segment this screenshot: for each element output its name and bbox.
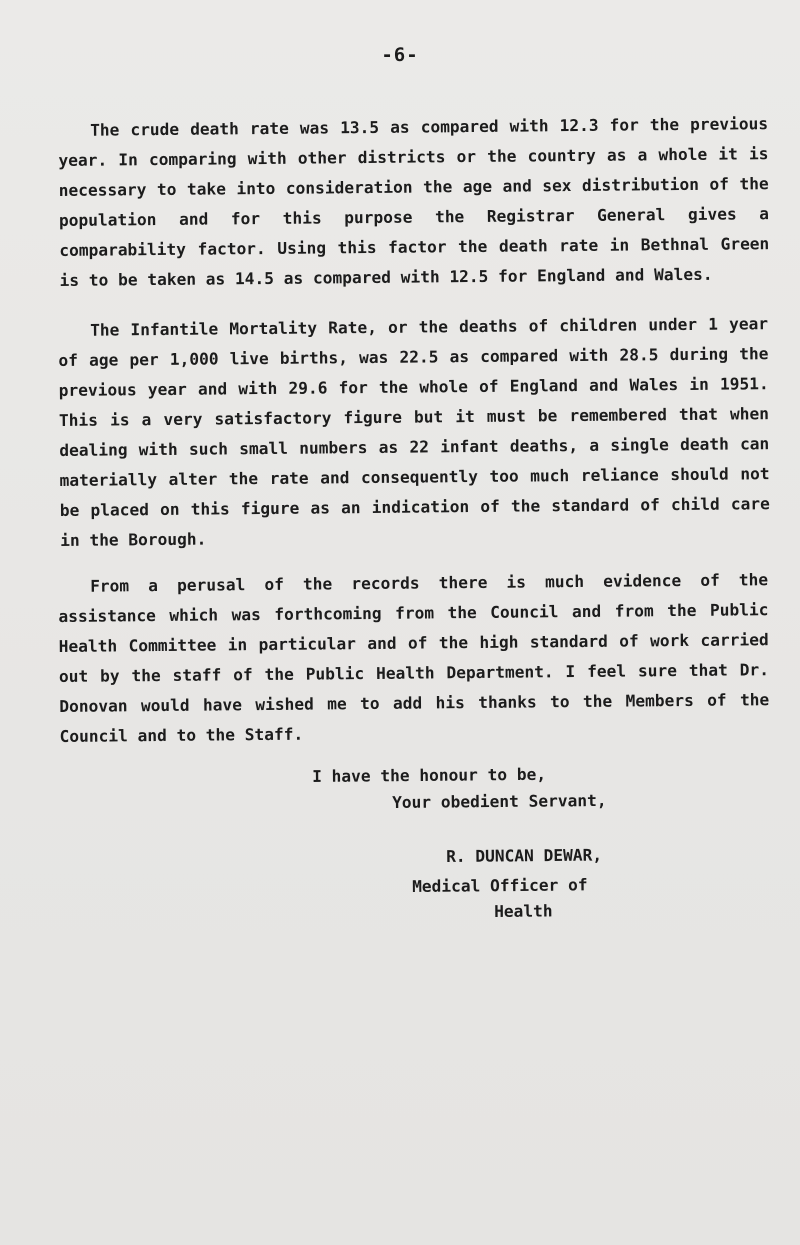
signatory-name: R. DUNCAN DEWAR, (446, 845, 603, 866)
page-number: -6- (381, 44, 419, 66)
paragraph-infant-mortality: The Infantile Mortality Rate, or the deaths of children under 1 year of age per 1,000 live births, was 22.5 as compared with 28.5 during the previous year and with 29.6 for the whole of England and Wales in 1951. This is a very satisfactory figure but it must be remembered that when dealing with such small numbers as 22 infant deaths, a single death can materially alter the rate and consequently too much reliance should not be placed on this figure as an indication of the standard of child care in the Borough. (58, 314, 770, 550)
closing-honour-line: I have the honour to be, (312, 764, 547, 786)
signatory-title-line2: Health (494, 901, 553, 921)
signatory-title-line1: Medical Officer of (412, 875, 588, 896)
closing-servant-line: Your obedient Servant, (392, 790, 607, 812)
paragraph-death-rate: The crude death rate was 13.5 as compared with 12.3 for the previous year. In comparing with other districts or the country as a whole it is necessary to take into consideration the age and sex distribution of the population and for this purpose the Registrar General gives a comparability factor. Using this factor the death rate in Bethnal Green is to be taken as 14.5 as compared with 12.5 for England and Wales. (58, 114, 770, 290)
paragraph-acknowledgements: From a perusal of the records there is much evidence of the assistance which was forthcoming from the Council and from the Public Health Committee in particular and of the high standard of work carried out by the staff of the Public Health Department. I feel sure that Dr. Donovan would have wished me to add his thanks to the Members of the Council and to the Staff. (58, 570, 770, 746)
